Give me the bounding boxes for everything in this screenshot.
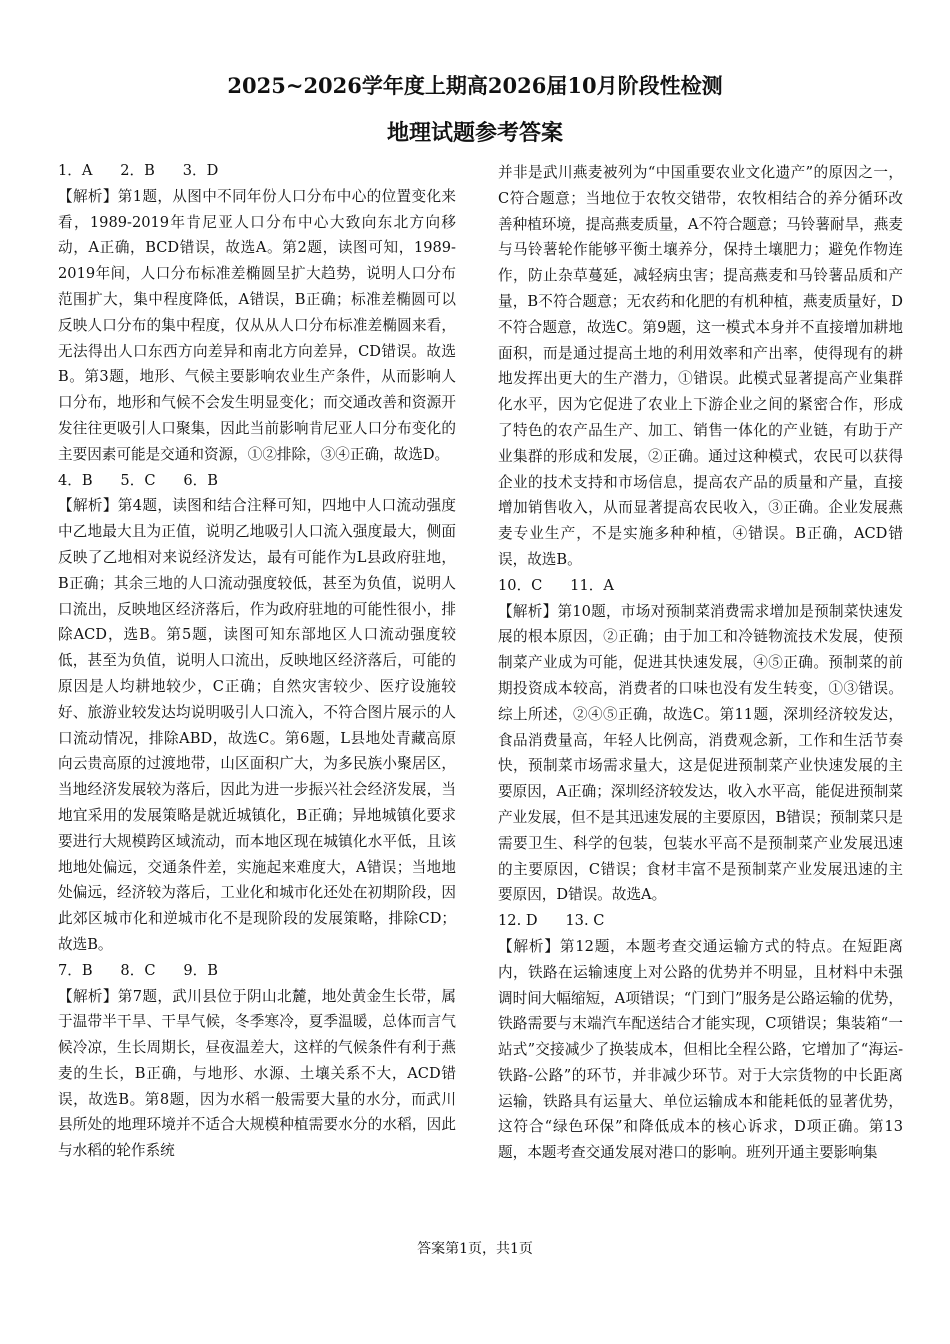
analysis-paragraph: 【解析】第10题，市场对预制菜消费需求增加是预制菜快速发展的根本原因，②正确；由于加工和冷链物流技术发展，使预制菜产业成为可能，促进其快速发展，④⑤正确。预制菜的前期投资成本较高，消费者的口味也没有发生转变，①③错误。综上所述，②④⑤正确，故选C。第11题，深圳经济较发达，食品消费量高，年轻人比例高，消费观念新，工作和生活节奏快，预制菜市场需求量大，这是促进预制菜产业快速发展的主要原因，A正确；深圳经济较发达，收入水平高，能促进预制菜产业发展，但不是其迅速发展的主要原因，B错误；预制菜只是需要卫生、科学的包装，包装水平高不是预制菜产业发展迅速的主要原因，C错误；食材丰富不是预制菜产业发展迅速的主要原因，D错误。故选A。 [498,602,903,904]
answer-line: 12. D 13. C [498,912,605,930]
document-title: 2025~2026学年度上期高2026届10月阶段性检测 [227,73,723,98]
left-column [58,158,456,1164]
analysis-paragraph: 并非是武川燕麦被列为“中国重要农业文化遗产”的原因之一，C符合题意；当地位于农牧交错带，农牧相结合的养分循环改善种植环境，提高燕麦质量，A不符合题意；马铃薯耐旱，燕麦与马铃薯轮作能够平衡土壤养分，保持土壤肥力；避免作物连作，防止杂草蔓延，减轻病虫害；提高燕麦和马铃薯品质和产量，B不符合题意；无农药和化肥的有机种植，燕麦质量好，D不符合题意，故选C。第9题，这一模式本身并不直接增加耕地面积，而是通过提高土地的利用效率和产出率，使得现有的耕地发挥出更大的生产潜力，①错误。此模式显著提高产业集群化水平，因为它促进了农业上下游企业之间的紧密合作，形成了特色的农产品生产、加工、销售一体化的产业链，有助于产业集群的形成和发展，②正确。通过这种模式，农民可以获得企业的技术支持和市场信息，提高农产品的质量和产量，直接增加销售收入，从而显著提高农民收入，③正确。企业发展燕麦专业生产，不是实施多种种植，④错误。B正确，ACD错误，故选B。 [498,164,903,568]
analysis-paragraph: 【解析】第12题，本题考查交通运输方式的特点。在短距离内，铁路在运输速度上对公路的优势并不明显，且材料中未强调时间大幅缩短，A项错误；“门到门”服务是公路运输的优势，铁路需要与末端汽车配送结合才能实现，C项错误；集装箱“一站式”交接减少了换装成本，但相比全程公路，它增加了“海运-铁路-公路”的环节，并非减少环节。对于大宗货物的中长距离运输，铁路具有运量大、单位运输成本和能耗低的显著优势，这符合“绿色环保”和降低成本的核心诉求，D项正确。第13题，本题考查交通发展对港口的影响。班列开通主要影响集 [498,937,903,1162]
answer-line: 4．B 5．C 6．B [58,471,218,489]
analysis-paragraph: 【解析】第4题，读图和结合注释可知，四地中人口流动强度中乙地最大且为正值，说明乙地吸引人口流入强度最大，侧面反映了乙地相对来说经济发达，最有可能作为L县政府驻地，B正确；其余三地的人口流动强度较低，甚至为负值，说明人口流出，反映地区经济落后，作为政府驻地的可能性很小，排除ACD，选B。第5题，读图可知东部地区人口流动强度较低，甚至为负值，说明人口流出，反映地区经济落后，可能的原因是人均耕地较少，C正确；自然灾害较少、医疗设施较好、旅游业较发达均说明吸引人口流入，不符合图片展示的人口流动情况，排除ABD，故选C。第6题，L县地处青藏高原向云贵高原的过渡地带，山区面积广大，为多民族小聚居区，当地经济发展较为落后，因此为进一步振兴社会经济发展，当地宜采用的发展策略是就近城镇化，B正确；异地城镇化要求要进行大规模跨区域流动，而本地区现在城镇化水平低，且该地地处偏远，交通条件差，实施起来难度大，A错误；当地地处偏远，经济较为落后，工业化和城市化还处在初期阶段，因此郊区城市化和逆城市化不是现阶段的发展策略，排除CD；故选B。 [58,497,456,953]
answer-line: 1．A 2．B 3．D [58,162,219,179]
analysis-paragraph: 【解析】第7题，武川县位于阴山北麓，地处黄金生长带，属于温带半干旱、干旱气候，冬季寒冷，夏季温暖，总体而言气候冷凉，生长周期长，昼夜温差大，这样的气候条件有利于燕麦的生长，B正确，与地形、水源、土壤关系不大，ACD错误，故选B。第8题，因为水稻一般需要大量的水分，而武川县所处的地理环境并不适合大规模种植需要水分的水稻，因此与水稻的轮作系统 [58,987,456,1160]
answer-line: 10．C 11．A [498,576,614,594]
analysis-paragraph: 【解析】第1题，从图中不同年份人口分布中心的位置变化来看，1989-2019年肯尼亚人口分布中心大致向东北方向移动，A正确，BCD错误，故选A。第2题，读图可知，1989-2019年间，人口分布标准差椭圆呈扩大趋势，说明人口分布范围扩大，集中程度降低，A错误，B正确；标准差椭圆可以反映人口分布的集中程度，仅从从人口分布标准差椭圆来看，无法得出人口东西方向差异和南北方向差异，CD错误。故选B。第3题，地形、气候主要影响农业生产条件，从而影响人口分布，地形和气候不会发生明显变化；而交通改善和资源开发往往更吸引人口聚集，因此当前影响肯尼亚人口分布变化的主要因素可能是交通和资源，①②排除，③④正确，故选D。 [58,187,456,463]
answer-line: 7．B 8．C 9．B [58,961,218,979]
document-subtitle: 地理试题参考答案 [386,120,563,146]
right-column [498,160,903,1166]
page-footer: 答案第1页，共1页 [417,1241,533,1257]
